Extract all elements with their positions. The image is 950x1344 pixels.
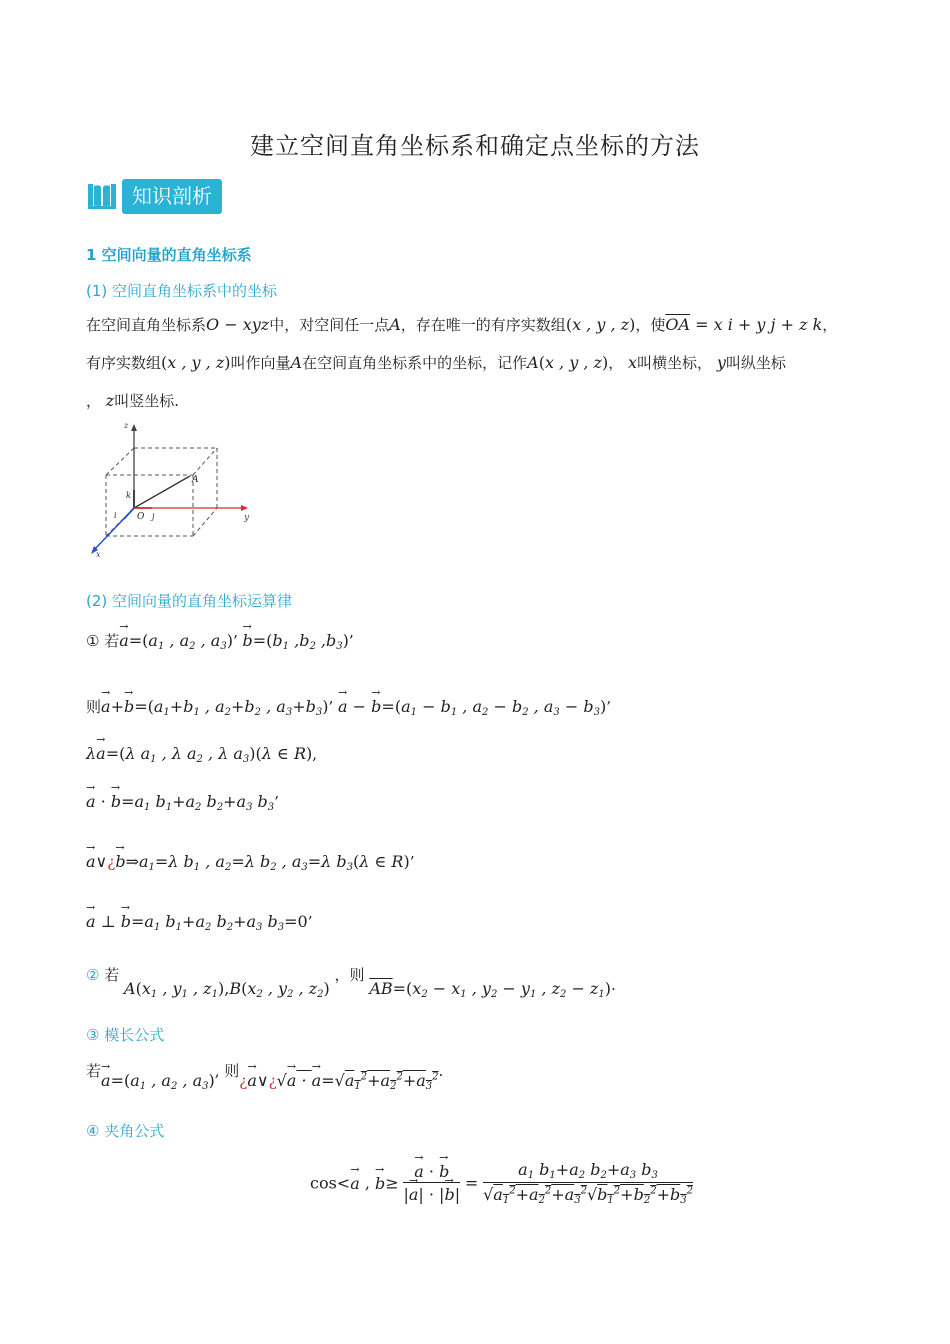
banner-label: 知识剖析 <box>122 179 222 214</box>
svg-text:j: j <box>152 512 155 521</box>
formula-dot: → a · → $b=a_1$ $b_1+a_2$ $b_2+a_3$ $b_3$’ <box>86 792 279 813</box>
svg-text:x: x <box>96 550 101 558</box>
formula-scalar: λ→ a=(λ $a_1$ , λ $a_2$ , λ $a_3)(\lambda$ ∈ R), <box>86 744 317 765</box>
svg-text:z: z <box>124 421 129 430</box>
subsection-heading-3: ③ 模长公式 <box>86 1026 165 1044</box>
formula-item-2: ② 若 $A(x_1$ , $y_1$ , $z_1),B(x_2$ , $y_2$ , $z_2$) ，则 $\overline{AB}=(x_2 - x_1$ , $y_2 - y_1$ , $z_2 - z_1$). <box>86 966 616 1000</box>
svg-text:i: i <box>114 511 117 520</box>
subsection-heading-1: (1) 空间直角坐标系中的坐标 <box>86 282 278 300</box>
formula-item-1: ① 若→ $a=(a_1$ , $a_2$ , $a_3$)’ → $b=(b_1$ $,b_2$ $,b_3$)’ <box>86 630 354 652</box>
section-heading: 1 空间向量的直角坐标系 <box>86 246 252 264</box>
subsection-heading-2: (2) 空间向量的直角坐标运算律 <box>86 592 293 610</box>
paragraph-1: 在空间直角坐标系O − xyz中，对空间任一点A，存在唯一的有序实数组(x , y , z)，使$\overline{OA} = x$ i + y j + z k， <box>86 315 838 334</box>
formula-angle: cos<→ a , → b≥ → $\frac{a \cdot \to b}{|\to a| \cdot |\to b|}$ = $\frac{a_1 b_1+a_2 b_2+a_3 b_3}{√a_1^2+a_2^2+a_3^2√b_1^2+b_2^2+b_3^2}$ <box>310 1160 693 1206</box>
coordinate-figure <box>86 418 256 558</box>
svg-text:y: y <box>244 513 250 523</box>
subsection-heading-4: ④ 夹角公式 <box>86 1122 165 1140</box>
formula-parallel: → a∨¿→ $b\Rightarrow a_1=\lambda$ $b_1$ , $a_2=\lambda$ $b_2$ , $a_3=\lambda$ $b_3(\lambda$ ∈ R)’ <box>86 852 414 873</box>
formula-modulus: 若→ $a=(a_1$ , $a_2$ , $a_3$), 则¿→ a∨¿√→ a · → $a=√a_1^2+a_2^2+a_3^2$. <box>86 1060 443 1082</box>
page-title: 建立空间直角坐标系和确定点坐标的方法 <box>250 132 700 160</box>
vector-OA <box>134 476 190 508</box>
open-book-icon <box>86 180 118 212</box>
paragraph-3: ， z叫竖坐标. <box>86 391 179 410</box>
formula-perpendicular: → a ⊥ → $b=a_1$ $b_1+a_2$ $b_2+a_3$ $b_3=0$’ <box>86 912 312 933</box>
svg-text:O: O <box>137 512 145 522</box>
svg-text:A: A <box>192 475 199 485</box>
paragraph-2: 有序实数组(x , y , z)叫作向量A在空间直角坐标系中的坐标，记作A(x , y , z)， x叫横坐标， y叫纵坐标 <box>86 353 786 372</box>
formula-sum-diff: 则→ $a+\to b=(a_1+b_1$ , $a_2+b_2$ , $a_3+b_3$)’ → a − → $b=(a_1 - b_1$ , $a_2 - b_2$ , $a_3 - b_3$)’ <box>86 696 611 718</box>
svg-text:k: k <box>126 491 131 500</box>
section-banner <box>86 178 222 214</box>
